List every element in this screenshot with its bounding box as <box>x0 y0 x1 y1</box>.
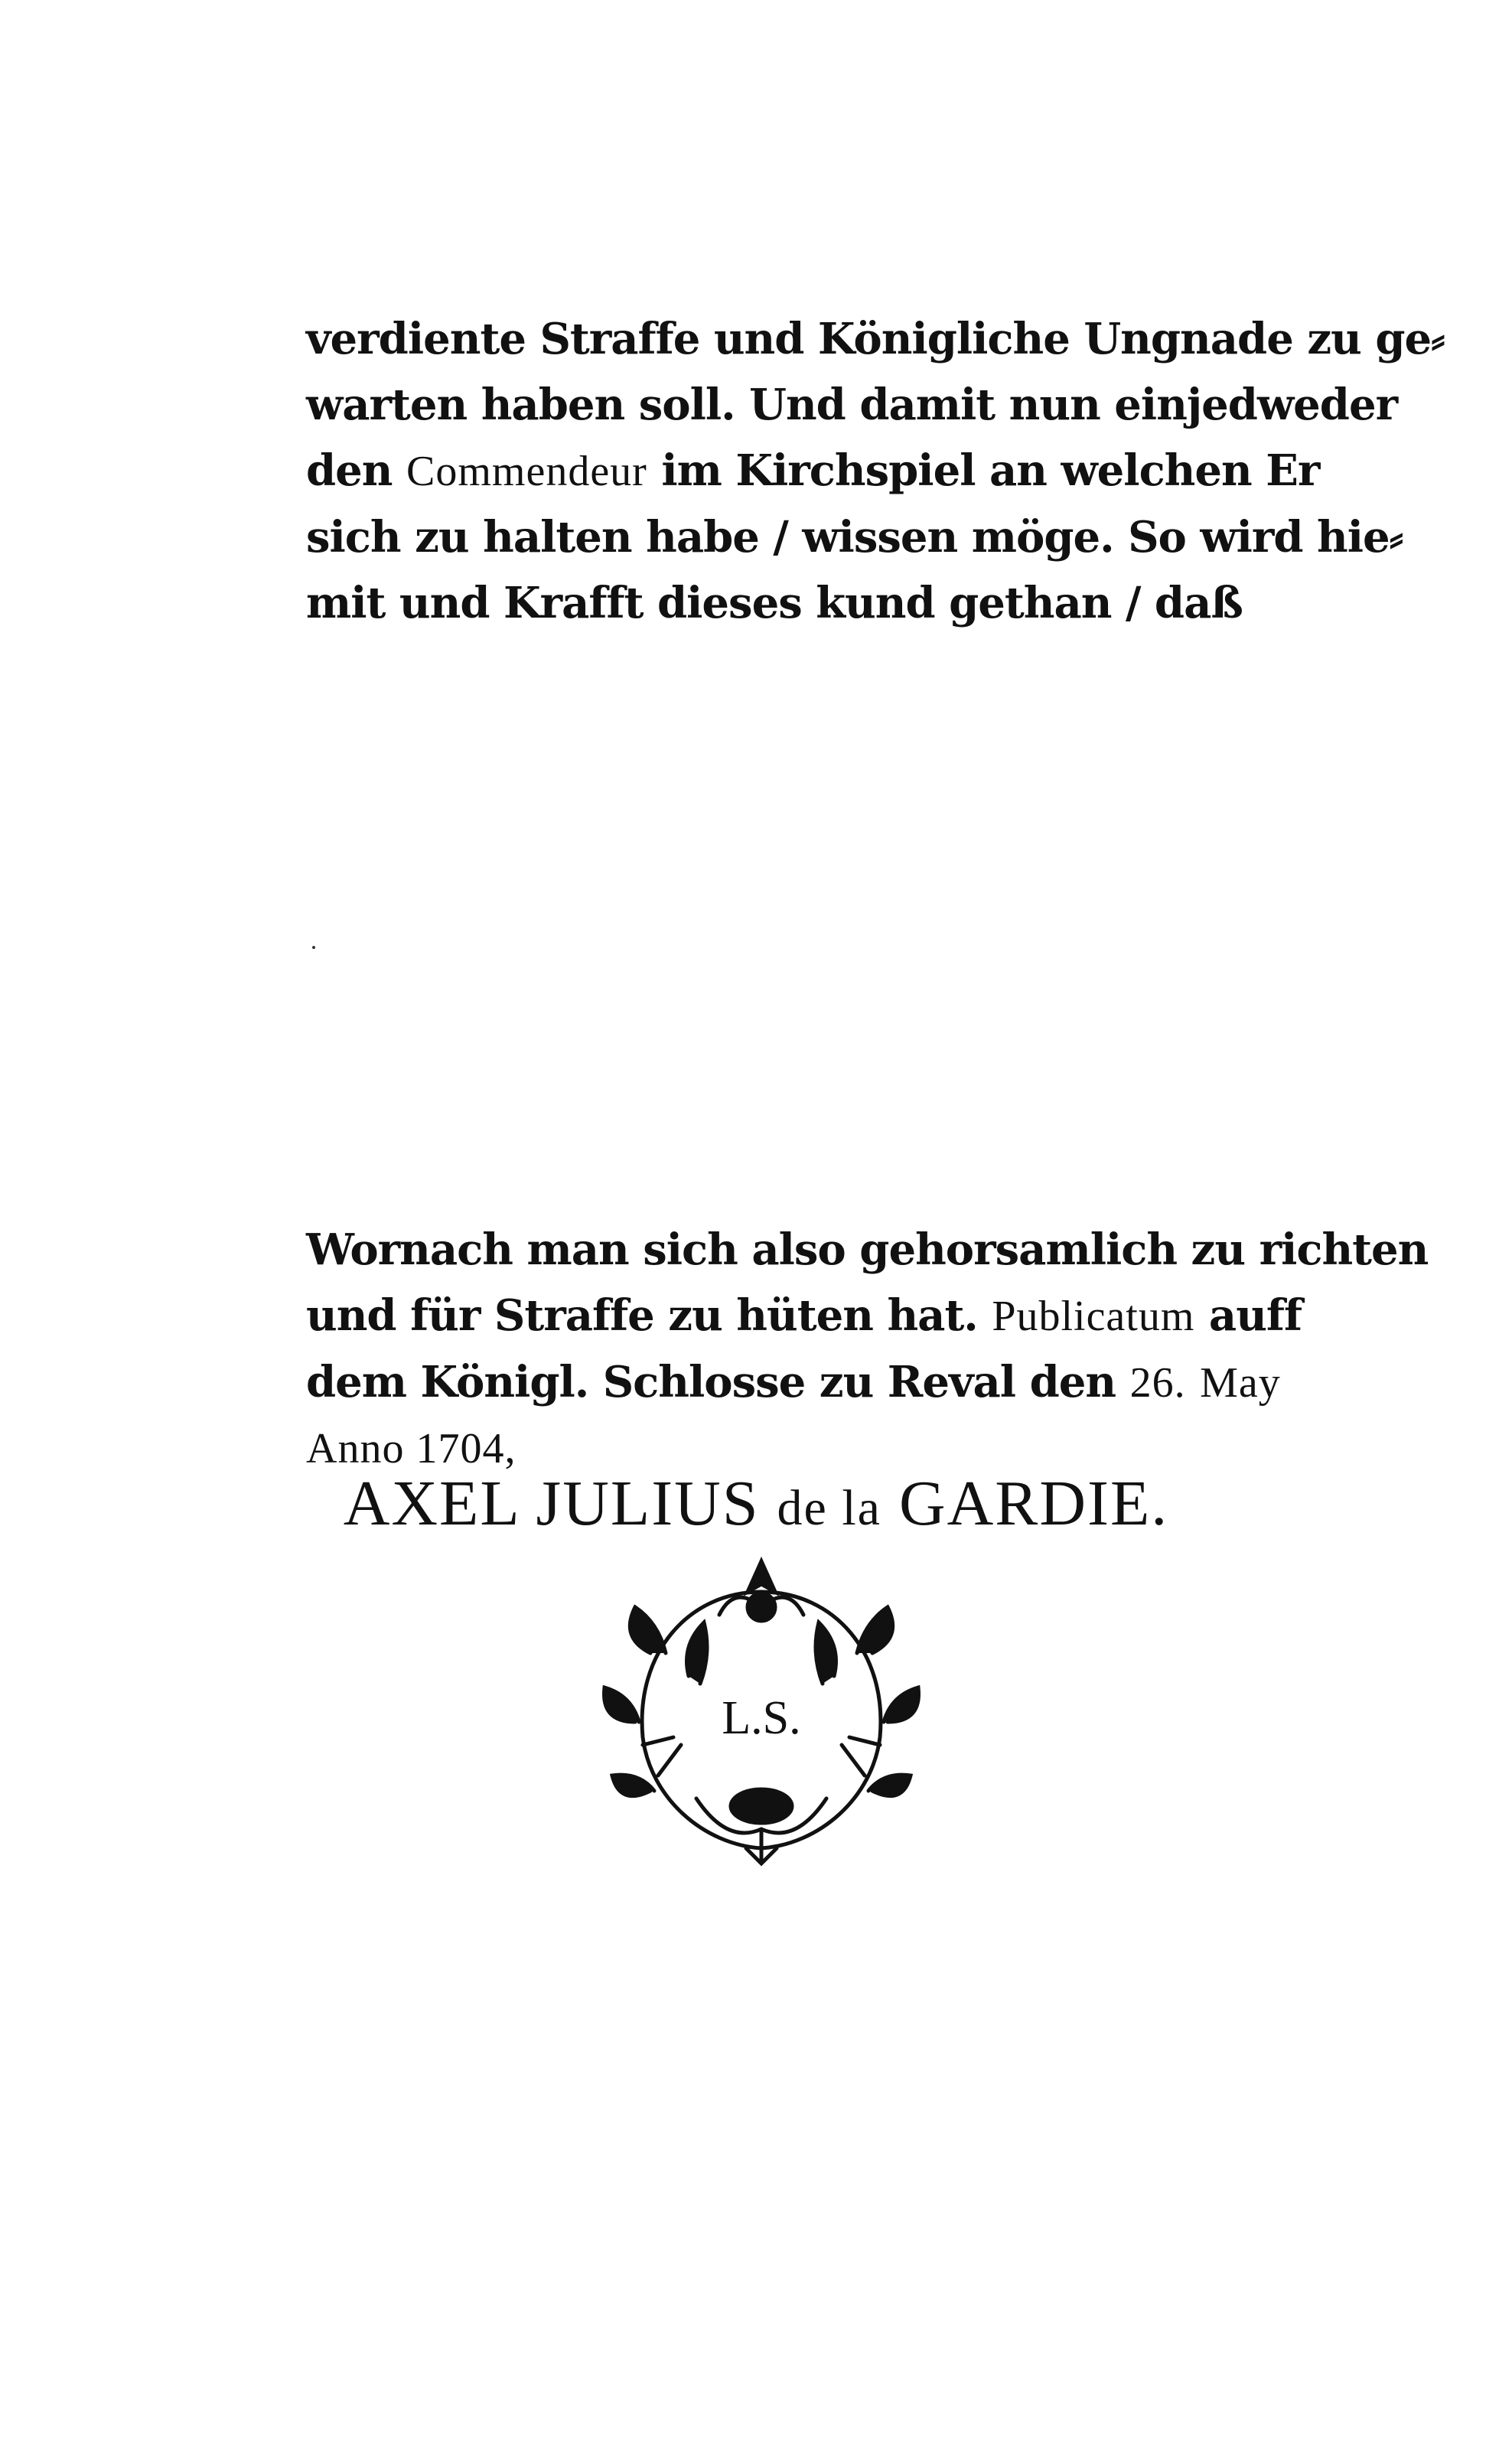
signature-name-part1: AXEL JULIUS <box>343 1468 760 1539</box>
signature-name-particle: de la <box>777 1480 881 1536</box>
text-line: verdiente Straffe und Königliche Ungnade zu ge⸗ <box>306 314 1445 364</box>
date-day: 26. <box>1129 1359 1186 1407</box>
ink-speck <box>312 946 315 949</box>
signature-name-part2: GARDIE. <box>898 1468 1169 1539</box>
text-line: Wornach man sich also gehorsamlich zu richten <box>306 1224 1429 1275</box>
date-year-line: Anno 1704, <box>306 1425 516 1472</box>
text-line <box>306 1349 1281 1416</box>
signature <box>0 1462 1512 1551</box>
decree-paragraph-1 <box>306 306 1445 636</box>
date-month: May <box>1200 1359 1281 1407</box>
decree-paragraph-2 <box>306 1217 1429 1482</box>
text-fragment: den <box>306 445 393 496</box>
seal-label: L.S. <box>722 1692 801 1744</box>
latin-term: Commendeur <box>406 448 647 495</box>
text-fragment: auff <box>1208 1290 1302 1341</box>
text-line: mit und Krafft dieses kund gethan / daß <box>306 578 1243 628</box>
text-line <box>306 438 1320 504</box>
text-line <box>306 1283 1302 1349</box>
seal-ornament <box>597 1546 926 1867</box>
text-fragment: und für Straffe zu hüten hat. <box>306 1290 978 1341</box>
text-line: sich zu halten habe / wissen möge. So wird hie⸗ <box>306 512 1403 563</box>
latin-term: Publicatum <box>992 1293 1195 1340</box>
text-fragment: im Kirchspiel an welchen Er <box>661 445 1320 496</box>
text-line: warten haben soll. Und damit nun einjedweder <box>306 380 1398 430</box>
text-fragment: dem Königl. Schlosse zu Reval den <box>306 1357 1116 1407</box>
